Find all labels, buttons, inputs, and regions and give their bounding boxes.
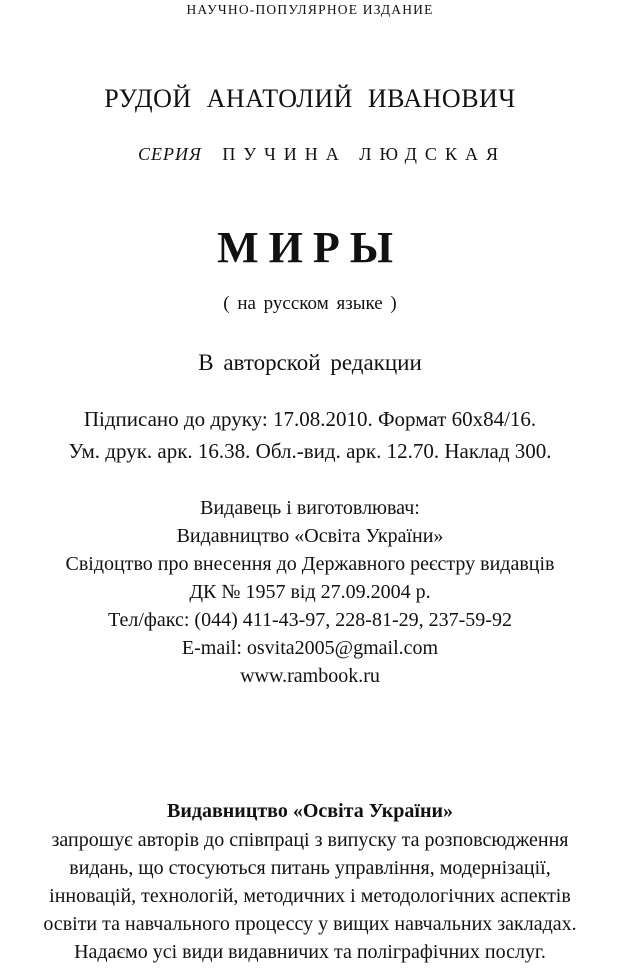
phone-fax: Тел/факс: (044) 411-43-97, 228-81-29, 237-59-92 xyxy=(108,609,512,631)
book-title: МИРЫ xyxy=(217,223,403,272)
advert-line-3: інновацій, технологій, методичних і методологічних аспектів xyxy=(49,885,571,907)
print-info-line-2: Ум. друк. арк. 16.38. Обл.-вид. арк. 12.70. Наклад 300. xyxy=(68,439,552,463)
registry-certificate: Свідоцтво про внесення до Державного реєстру видавців xyxy=(65,553,555,575)
language-note: ( на русском языке ) xyxy=(223,293,397,314)
advert-title: Видавництво «Освіта України» xyxy=(167,800,453,822)
series-name: ПУЧИНА ЛЮДСКАЯ xyxy=(222,144,506,164)
edition-note: В авторской редакции xyxy=(198,350,422,375)
series-label: СЕРИЯ xyxy=(138,144,202,164)
advert-line-4: освіти та навчального процессу у вищих навчальних закладах. xyxy=(43,913,577,935)
website: www.rambook.ru xyxy=(240,665,380,687)
edition-type: НАУЧНО-ПОПУЛЯРНОЕ ИЗДАНИЕ xyxy=(186,2,434,17)
publisher-heading: Видавець і виготовлювач: xyxy=(200,497,420,519)
advert-line-1: запрошує авторів до співпраці з випуску та розповсюдження xyxy=(51,829,569,851)
registry-number: ДК № 1957 від 27.09.2004 р. xyxy=(189,581,431,603)
email: E-mail: osvita2005@gmail.com xyxy=(181,637,439,659)
advert-line-5: Надаємо усі види видавничих та поліграфічних послуг. xyxy=(74,941,546,963)
series-line xyxy=(12,144,620,165)
author-name: РУДОЙ АНАТОЛИЙ ИВАНОВИЧ xyxy=(104,84,516,113)
publisher-name: Видавництво «Освіта України» xyxy=(176,525,444,547)
advert-line-2: видань, що стосуються питань управління, модернізації, xyxy=(69,857,551,879)
print-info-line-1: Підписано до друку: 17.08.2010. Формат 60х84/16. xyxy=(83,407,537,431)
